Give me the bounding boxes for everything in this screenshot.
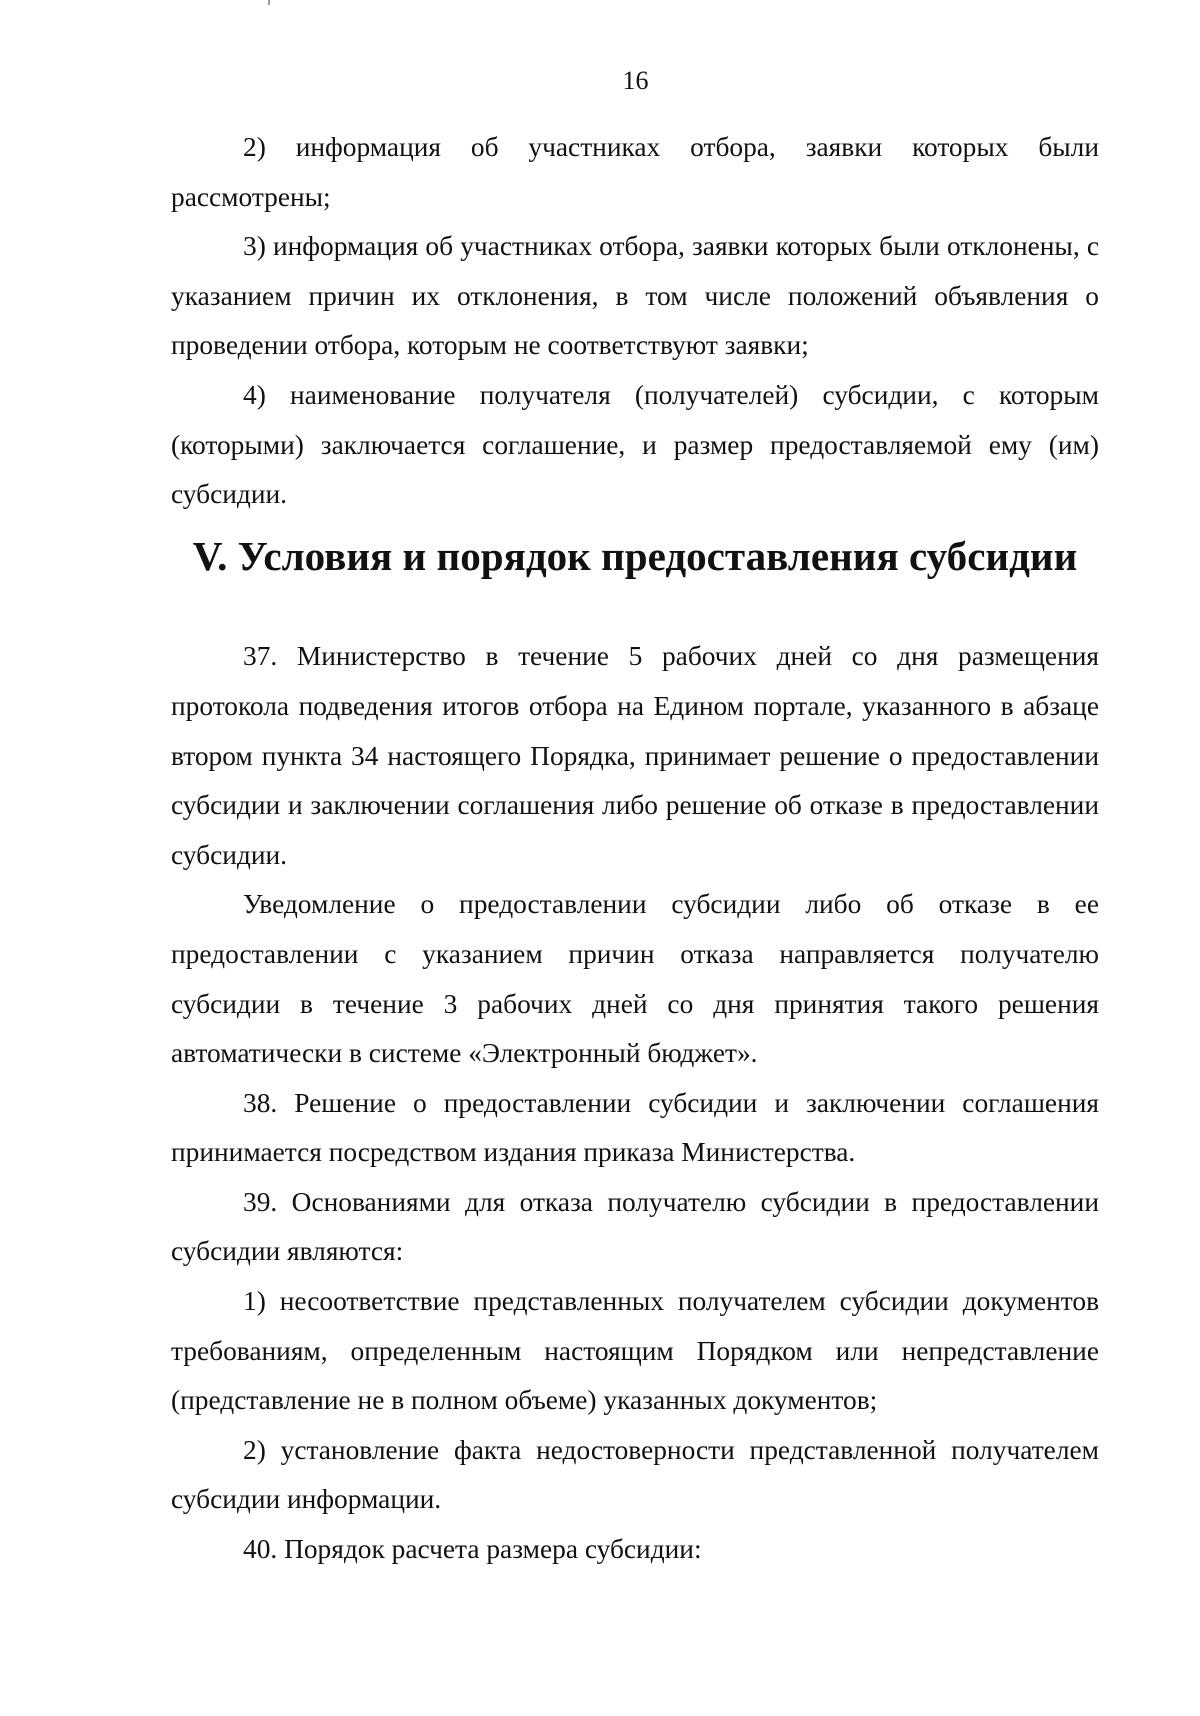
clause-39-item-2: 2) установление факта недостоверности представленной получателем субсидии информации.: [171, 1434, 1099, 1515]
section-heading: V. Условия и порядок предоставления субсидии: [192, 532, 1078, 579]
document-body: [171, 123, 1099, 1575]
clause-37-notification: Уведомление о предоставлении субсидии либо об отказе в ее предоставлении с указанием причин отказа направляется получателю субсидии в течение 3 рабочих дней со дня принятия такого решения автоматически в системе «Электронный бюджет».: [171, 889, 1099, 1069]
clause-37: 37. Министерство в течение 5 рабочих дней со дня размещения протокола подведения итогов отбора на Едином портале, указанного в абзаце втором пункта 34 настоящего Порядка, принимает решение о предоставлении субсидии и заключении соглашения либо решение об отказе в предоставлении субсидии.: [171, 641, 1099, 870]
clause-39-item-1: 1) несоответствие представленных получателем субсидии документов требованиям, определенным настоящим Порядком или непредставление (представление не в полном объеме) указанных документов;: [171, 1286, 1099, 1416]
page-number: 16: [622, 66, 649, 95]
clause-38: 38. Решение о предоставлении субсидии и заключении соглашения принимается посредством издания приказа Министерства.: [171, 1087, 1099, 1168]
clause-39: 39. Основаниями для отказа получателю субсидии в предоставлении субсидии являются:: [171, 1186, 1099, 1267]
clause-40: 40. Порядок расчета размера субсидии:: [243, 1534, 702, 1565]
list-item-2: 2) информация об участниках отбора, заявки которых были рассмотрены;: [171, 132, 1099, 212]
list-item-3: 3) информация об участниках отбора, заявки которых были отклонены, с указанием причин их отклонения, в том числе положений объявления о проведении отбора, которым не соответствуют заявки;: [171, 231, 1099, 361]
list-item-4: 4) наименование получателя (получателей) субсидии, с которым (которыми) заключается соглашение, и размер предоставляемой ему (им) субсидии.: [171, 379, 1099, 510]
scan-artifact: [268, 0, 270, 5]
